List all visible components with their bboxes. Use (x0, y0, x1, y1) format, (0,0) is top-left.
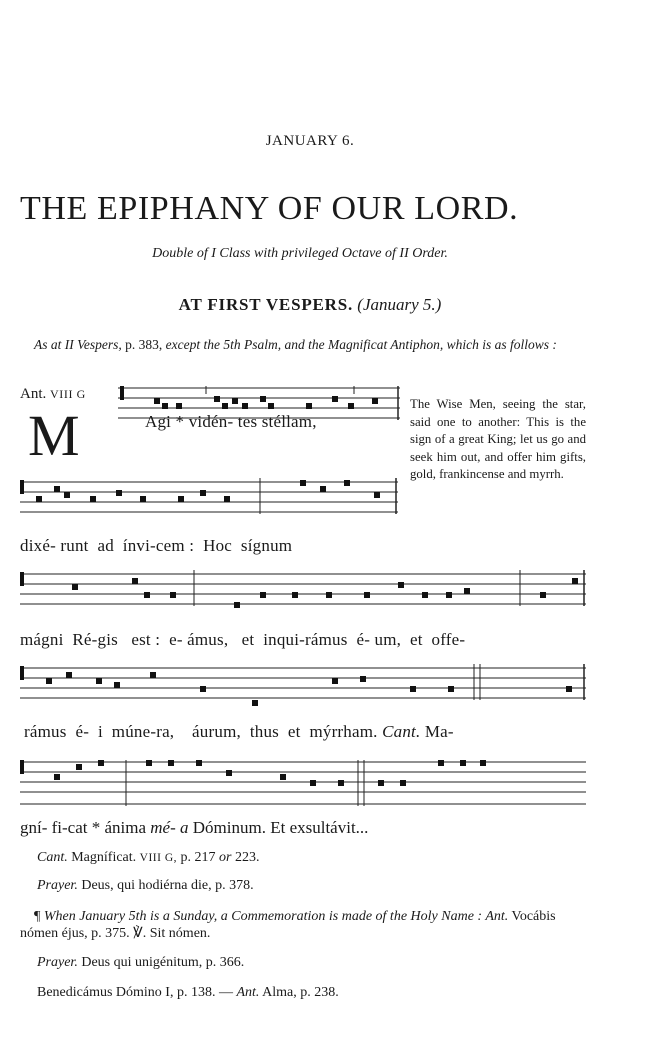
chant-staff-5 (20, 752, 586, 808)
ant-abbrev: Ant. (20, 386, 47, 402)
cant-mode: VIII G, (139, 852, 178, 864)
lyric-line-5-italic: mé- a (150, 818, 189, 837)
benedicamus-line (37, 985, 339, 1001)
cant-or: or (219, 850, 232, 865)
bene-ant: Ant. (236, 985, 260, 1000)
cant-page2: 223. (231, 850, 260, 865)
prayer-page-2: p. 366. (205, 955, 245, 970)
ant-mode: VIII G (50, 387, 86, 401)
note-part2: Vocábis nómen éjus, (20, 909, 556, 941)
vespers-heading (0, 295, 620, 315)
lyric-line-4 (24, 722, 454, 742)
rubric-part2: except the 5th Psalm, and the Magnificat Antiphon, which is as follows : (162, 337, 557, 352)
rubric-page: p. 383, (125, 337, 163, 352)
antiphon-translation: The Wise Men, seeing the star, said one to another: This is the sign of a great King; let us go and seek him out, and offer him gifts, gold, frankincense and myrrh. (410, 397, 586, 482)
chant-staff-3 (20, 566, 586, 610)
prayer-line-1 (37, 878, 254, 894)
rubric (20, 336, 586, 353)
prayer-line-2 (37, 955, 244, 971)
cant-line (37, 850, 259, 866)
note-part3: ℣. Sit nómen. (129, 926, 211, 941)
date-heading: JANUARY 6. (265, 133, 355, 149)
prayer-label-2: Prayer. (37, 955, 78, 970)
lyric-line-5-start: gní- fi-cat * ánima (20, 818, 151, 837)
lyric-line-3: mágni Ré-gis est : e- ámus, et inqui-rámus é- um, et offe- (20, 630, 466, 649)
cant-label-inline: Cant. (382, 722, 421, 741)
prayer-label-1: Prayer. (37, 878, 78, 893)
vespers-date: (January 5.) (357, 295, 442, 314)
prayer-text-1: Deus, qui hodiérna die, (77, 878, 216, 893)
commemoration-note (20, 908, 588, 942)
lyric-line-5-end: Dóminum. Et exsultávit... (188, 818, 369, 837)
bene-alma: Alma, (259, 985, 301, 1000)
prayer-page-1: p. 378. (215, 878, 254, 893)
vespers-title: AT FIRST VESPERS. (178, 295, 354, 314)
lyric-line-4-text: rámus é- i múne-ra, áurum, thus et mýrrham. (24, 722, 378, 741)
feast-rank: Double of I Class with privileged Octave of II Order. (152, 246, 448, 261)
note-ant: Ant. (485, 909, 509, 924)
pilcrow: ¶ (34, 909, 41, 924)
bene-page: p. 138. — (176, 985, 237, 1000)
lyric-line-5 (20, 818, 368, 838)
note-page: p. 375. (91, 926, 130, 941)
cant-page: p. 217 (177, 850, 220, 865)
bene-page2: p. 238. (300, 985, 339, 1000)
cant-label: Cant. (37, 850, 68, 865)
lyric-line-4-end: Ma- (420, 722, 454, 741)
lyric-line-1: Agi * vidén- tes stéllam, (145, 412, 317, 431)
cant-text: Magníficat. (67, 850, 140, 865)
rubric-part1: As at II Vespers, (34, 337, 126, 352)
page-title: THE EPIPHANY OF OUR LORD. (20, 190, 519, 227)
note-part1: When January 5th is a Sunday, a Commemoration is made of the Holy Name : (40, 909, 486, 924)
chant-staff-4 (20, 660, 586, 706)
chant-staff-2 (20, 474, 398, 518)
lyric-line-2: dixé- runt ad ínvi-cem : Hoc sígnum (20, 536, 293, 555)
antiphon-label (20, 386, 86, 403)
bene-text: Benedicámus Dómino I, (37, 985, 177, 1000)
prayer-text-2: Deus qui unigénitum, (77, 955, 206, 970)
drop-cap: M (28, 403, 80, 468)
